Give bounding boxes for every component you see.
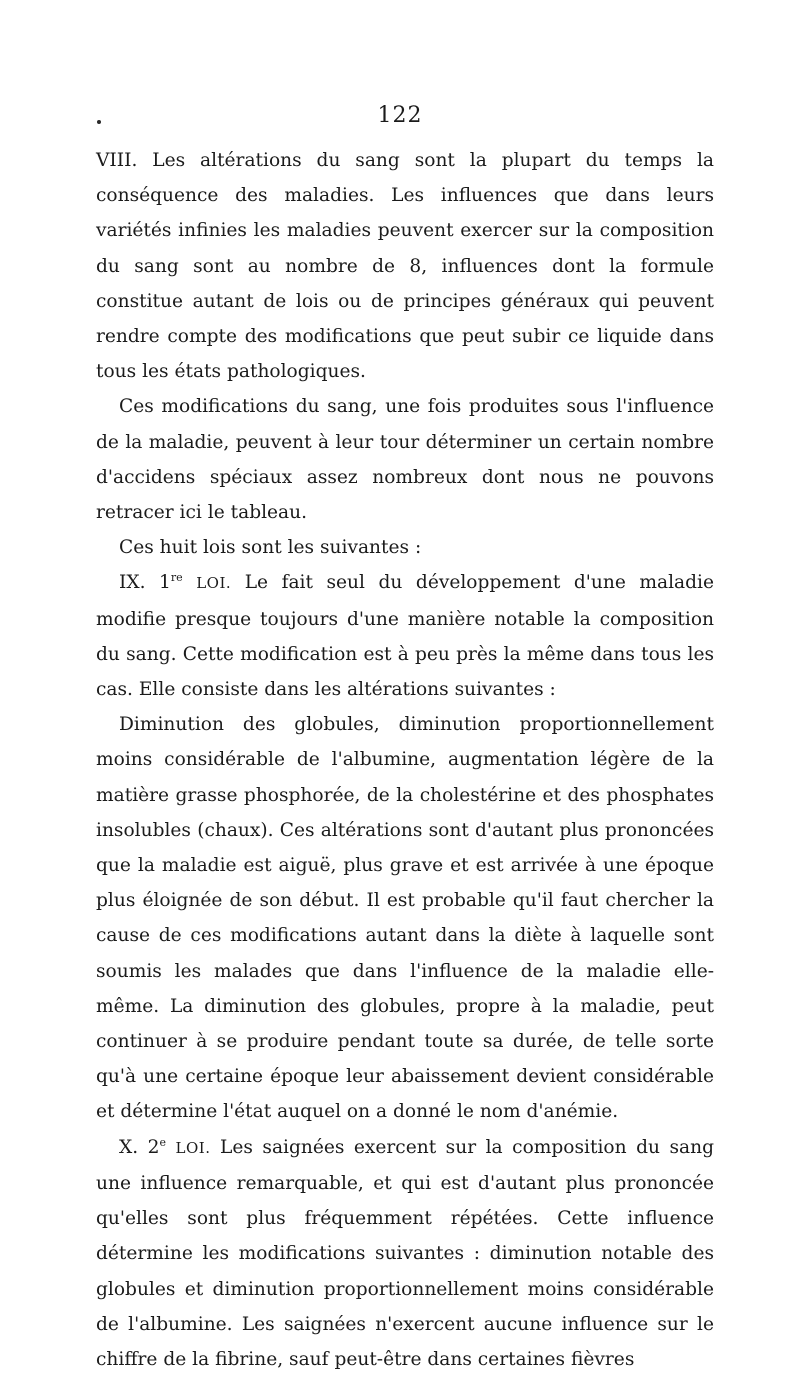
law-x-number: X. 2 (119, 1136, 160, 1158)
paragraph-diminution: Diminution des globules, diminution proportionnellement moins considérable de l'albumine, augmentation légère de la matière grasse phosphorée, de la cholestérine et des phosphates insolubles (chaux). Ces altérations sont d'autant plus prononcées que la maladie est aiguë, plus grave et est arrivée à une époque plus éloignée de son début. Il est probable qu'il faut chercher la cause de ces modifications autant dans la diète à laquelle sont soumis les malades que dans l'influence de la maladie elle-même. La diminution des globules, propre à la maladie, peut continuer à se produire pendant toute sa durée, de telle sorte qu'à une certaine époque leur abaissement devient considérable et détermine l'état auquel on a donné le nom d'anémie. (96, 714, 714, 1123)
paragraph-ces-huit-lois: Ces huit lois sont les suivantes : (119, 537, 422, 559)
paragraph-ix (96, 565, 714, 707)
body-text (96, 143, 714, 1377)
law-x-label: LOI. (175, 1138, 211, 1157)
paragraph-ces-modifications: Ces modifications du sang, une fois produites sous l'influence de la maladie, peuvent à leur tour déterminer un certain nombre d'accidens spéciaux assez nombreux dont nous ne pouvons retracer ici le tableau. (96, 396, 714, 524)
law-ix-label: LOI. (196, 574, 232, 593)
law-x-ordinal: e (159, 1135, 167, 1149)
page-number: 122 (377, 103, 423, 128)
ink-speck (97, 120, 101, 124)
law-ix-text: Le fait seul du développement d'une maladie modifie presque toujours d'une manière notable la composition du sang. Cette modification est à peu près la même dans tous les cas. Elle consiste dans les altérations suivantes : (96, 572, 714, 701)
law-x-text: Les saignées exercent sur la composition du sang une influence remarquable, et qui est d'autant plus prononcée qu'elles sont plus fréquemment répétées. Cette influence détermine les modifications suivantes : diminution notable des globules et diminution proportionnellement moins considérable de l'albumine. Les saignées n'exercent aucune influence sur le chiffre de la fibrine, sauf peut-être dans certaines fièvres (96, 1136, 714, 1370)
paragraph-x (96, 1130, 714, 1377)
law-ix-number: IX. 1 (119, 572, 171, 594)
paragraph-viii: VIII. Les altérations du sang sont la plupart du temps la conséquence des maladies. Les influences que dans leurs variétés infinies les maladies peuvent exercer sur la composition du sang sont au nombre de 8, influences dont la formule constitue autant de lois ou de principes généraux qui peuvent rendre compte des modifications que peut subir ce liquide dans tous les états pathologiques. (96, 150, 714, 383)
law-ix-ordinal: re (170, 571, 183, 585)
